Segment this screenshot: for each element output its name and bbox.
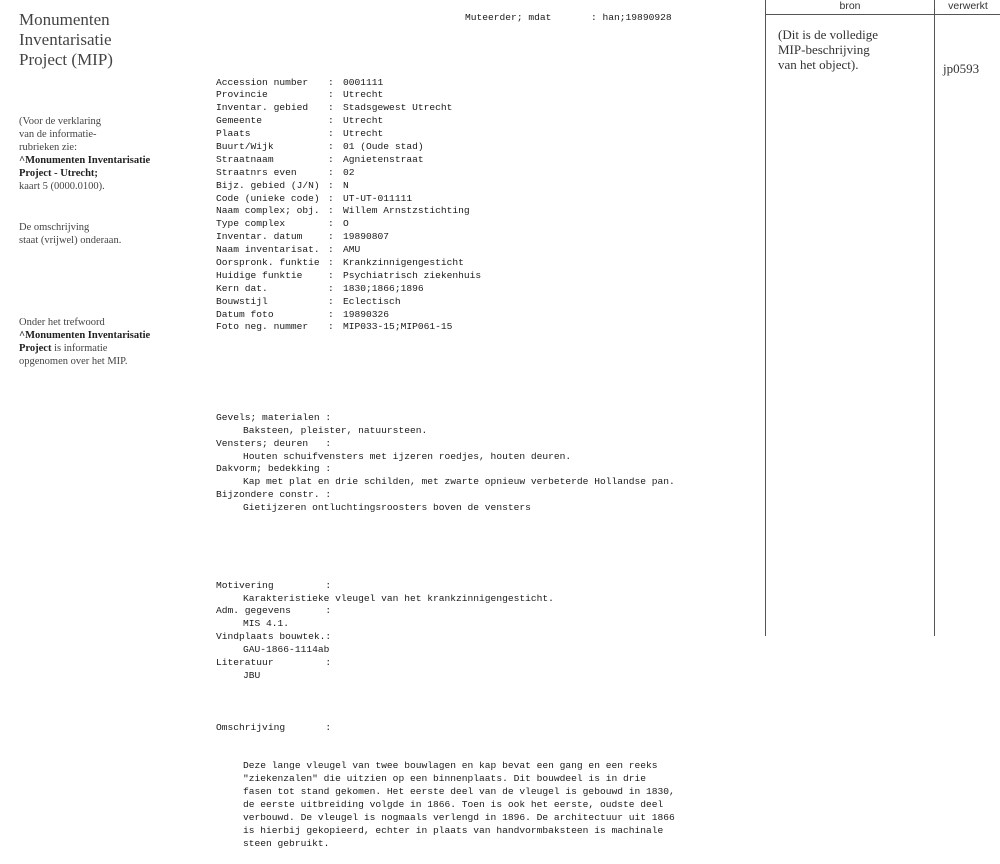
- field-colon: :: [328, 244, 334, 256]
- field-label: Inventar. datum: [216, 231, 303, 243]
- field-label: Straatnaam: [216, 153, 274, 165]
- title-line: Project (MIP): [19, 50, 113, 69]
- field-colon: :: [328, 115, 334, 127]
- section-label: Vindplaats bouwtek.:: [216, 631, 332, 643]
- field-colon: :: [328, 269, 334, 281]
- omschrijving-line: "ziekenzalen" die uitzien op een binnenplaats. Dit bouwdeel is in drie: [243, 773, 647, 785]
- field-value: Krankzinnigengesticht: [343, 257, 464, 268]
- field-value: N: [343, 179, 349, 191]
- verwerkt-value: jp0593: [943, 61, 980, 76]
- bron-line: MIP-beschrijving: [778, 42, 870, 57]
- section-label: Motivering :: [216, 579, 332, 591]
- record-field-row: [216, 102, 756, 115]
- section-label: Adm. gegevens :: [216, 605, 332, 617]
- field-colon: :: [328, 89, 334, 101]
- field-colon: :: [328, 140, 334, 152]
- field-label: Provincie: [216, 89, 268, 101]
- record-field-row: [216, 128, 756, 141]
- record-field-row: [216, 205, 756, 218]
- field-value: 19890326: [343, 308, 390, 320]
- field-colon: :: [328, 166, 334, 178]
- field-value: 0001111: [343, 76, 384, 88]
- bron-line: (Dit is de volledige: [778, 27, 879, 42]
- field-label: Accession number: [216, 76, 309, 88]
- field-value: 01 (Oude stad): [343, 140, 424, 152]
- field-value: Eclectisch: [343, 295, 401, 307]
- field-colon: :: [328, 205, 334, 217]
- note-line: Project is informatie: [19, 343, 108, 354]
- omschrijving-line: fasen tot stand gekomen. Het eerste deel van de vleugel is gebouwd in 1830,: [243, 786, 675, 798]
- note-line: rubrieken zie:: [19, 142, 78, 153]
- field-label: Buurt/Wijk: [216, 140, 274, 152]
- section-label: Gevels; materialen :: [216, 411, 332, 423]
- note-line: (Voor de verklaring: [19, 116, 102, 127]
- field-value: Utrecht: [343, 115, 384, 127]
- section-label: Literatuur :: [216, 657, 332, 669]
- record-field-row: [216, 77, 756, 90]
- note-line: staat (vrijwel) onderaan.: [19, 235, 122, 246]
- bron-text: [778, 27, 928, 72]
- muteerder-value: : han;19890928: [591, 12, 672, 23]
- field-value: Stadsgewest Utrecht: [343, 102, 453, 114]
- section-text: Karakteristieke vleugel van het krankzinnigengesticht.: [243, 592, 554, 604]
- note-line: kaart 5 (0000.0100).: [19, 181, 105, 192]
- field-colon: :: [328, 257, 334, 268]
- source-panel-header: [766, 0, 1000, 15]
- field-value: Agnietenstraat: [343, 153, 424, 165]
- source-panel: [765, 0, 1000, 636]
- record-field-row: [216, 244, 756, 257]
- record-sections-admin: [216, 580, 756, 683]
- field-colon: :: [328, 192, 334, 204]
- field-value: UT-UT-011111: [343, 192, 413, 204]
- note-line: opgenomen over het MIP.: [19, 356, 128, 367]
- field-colon: :: [328, 128, 334, 140]
- field-label: Kern dat.: [216, 282, 268, 294]
- bron-line: van het object).: [778, 57, 859, 72]
- field-colon: :: [328, 231, 334, 243]
- note-line: van de informatie-: [19, 129, 97, 140]
- field-colon: :: [328, 179, 334, 191]
- mip-record: [216, 12, 756, 864]
- record-field-row: [216, 193, 756, 206]
- omschrijving-line: de eerste uitbreiding volgde in 1866. Toen is ook het eerste, oudste deel: [243, 799, 664, 811]
- field-value: Psychiatrisch ziekenhuis: [343, 269, 482, 281]
- field-value: Utrecht: [343, 128, 384, 140]
- field-label: Inventar. gebied: [216, 102, 309, 114]
- field-colon: :: [328, 308, 334, 320]
- section-text: JBU: [243, 669, 261, 681]
- field-label: Type complex: [216, 218, 286, 230]
- omschrijving-line: verbouwd. De vleugel is nogmaals verlengd in 1896. De architectuur uit 1866: [243, 811, 675, 823]
- section-text: GAU-1866-1114ab: [243, 644, 330, 656]
- field-value: 19890807: [343, 231, 390, 243]
- note-explanation: [19, 115, 194, 193]
- record-field-row: [216, 141, 756, 154]
- field-label: Gemeente: [216, 115, 263, 127]
- record-field-row: [216, 231, 756, 244]
- note-keyword: [19, 316, 194, 368]
- section-text: MIS 4.1.: [243, 618, 290, 630]
- field-label: Oorspronk. funktie: [216, 257, 320, 268]
- field-label: Naam inventarisat.: [216, 244, 320, 256]
- field-label: Datum foto: [216, 308, 274, 320]
- record-field-row: [216, 296, 756, 309]
- note-line: De omschrijving: [19, 222, 90, 233]
- omschrijving-line: Deze lange vleugel van twee bouwlagen en kap bevat een gang en een reeks: [243, 760, 658, 772]
- omschrijving-text: [216, 760, 756, 850]
- field-label: Straatnrs even: [216, 166, 297, 178]
- omschrijving-line: steen gebruikt.: [243, 837, 330, 849]
- field-colon: :: [328, 153, 334, 165]
- field-colon: :: [328, 102, 334, 114]
- title-line: Monumenten: [19, 10, 110, 29]
- field-value: Willem Arnstzstichting: [343, 205, 470, 217]
- reference-link[interactable]: Project: [19, 343, 52, 354]
- field-value: AMU: [343, 244, 361, 256]
- record-field-row: [216, 309, 756, 322]
- field-label: Huidige funktie: [216, 269, 303, 281]
- record-sections-building: [216, 412, 756, 515]
- record-field-row: [216, 89, 756, 102]
- reference-link[interactable]: ^Monumenten Inventarisatie: [19, 155, 151, 166]
- record-field-row: [216, 218, 756, 231]
- note-description: [19, 221, 194, 247]
- section-text: Baksteen, pleister, natuursteen.: [243, 424, 428, 436]
- field-colon: :: [328, 321, 334, 333]
- field-colon: :: [328, 282, 334, 294]
- field-label: Foto neg. nummer: [216, 321, 309, 333]
- omschrijving-line: is hierbij gekopieerd, echter in plaats van handvormbaksteen is machinale: [243, 824, 664, 836]
- field-label: Bouwstijl: [216, 295, 268, 307]
- record-field-row: [216, 167, 756, 180]
- section-text: Kap met plat en drie schilden, met zwarte opnieuw verbeterde Hollandse pan.: [243, 476, 675, 488]
- section-text: Houten schuifvensters met ijzeren roedjes, houten deuren.: [243, 450, 572, 462]
- note-line: Onder het trefwoord: [19, 317, 105, 328]
- section-text: Gietijzeren ontluchtingsroosters boven de vensters: [243, 502, 531, 514]
- record-fields: [216, 77, 756, 335]
- field-colon: :: [328, 76, 334, 88]
- field-colon: :: [328, 218, 334, 230]
- record-field-row: [216, 257, 756, 270]
- field-value: Utrecht: [343, 89, 384, 101]
- field-value: MIP033-15;MIP061-15: [343, 321, 453, 333]
- title-line: Inventarisatie: [19, 30, 112, 49]
- record-field-row: [216, 115, 756, 128]
- field-label: Code (unieke code): [216, 192, 320, 204]
- field-colon: :: [328, 295, 334, 307]
- left-column: [19, 10, 194, 367]
- section-label: Bijzondere constr. :: [216, 489, 332, 501]
- header-bron: bron: [839, 0, 861, 12]
- muteerder-label: Muteerder; mdat: [465, 12, 552, 23]
- record-field-row: [216, 283, 756, 296]
- field-label: Naam complex; obj.: [216, 205, 320, 217]
- field-value: 02: [343, 166, 355, 178]
- reference-link[interactable]: Project - Utrecht;: [19, 168, 98, 179]
- column-divider: [934, 0, 935, 636]
- record-field-row: [216, 154, 756, 167]
- field-value: 1830;1866;1896: [343, 282, 424, 294]
- reference-link[interactable]: ^Monumenten Inventarisatie: [19, 330, 151, 341]
- section-label: Vensters; deuren :: [216, 437, 332, 449]
- header-verwerkt: verwerkt: [948, 0, 988, 12]
- field-value: O: [343, 218, 349, 230]
- field-label: Bijz. gebied (J/N): [216, 179, 320, 191]
- record-field-row: [216, 321, 756, 334]
- section-label: Dakvorm; bedekking :: [216, 463, 332, 475]
- page-title: [19, 10, 194, 70]
- omschrijving-label: Omschrijving :: [216, 721, 332, 733]
- record-field-row: [216, 180, 756, 193]
- record-field-row: [216, 270, 756, 283]
- field-label: Plaats: [216, 128, 251, 140]
